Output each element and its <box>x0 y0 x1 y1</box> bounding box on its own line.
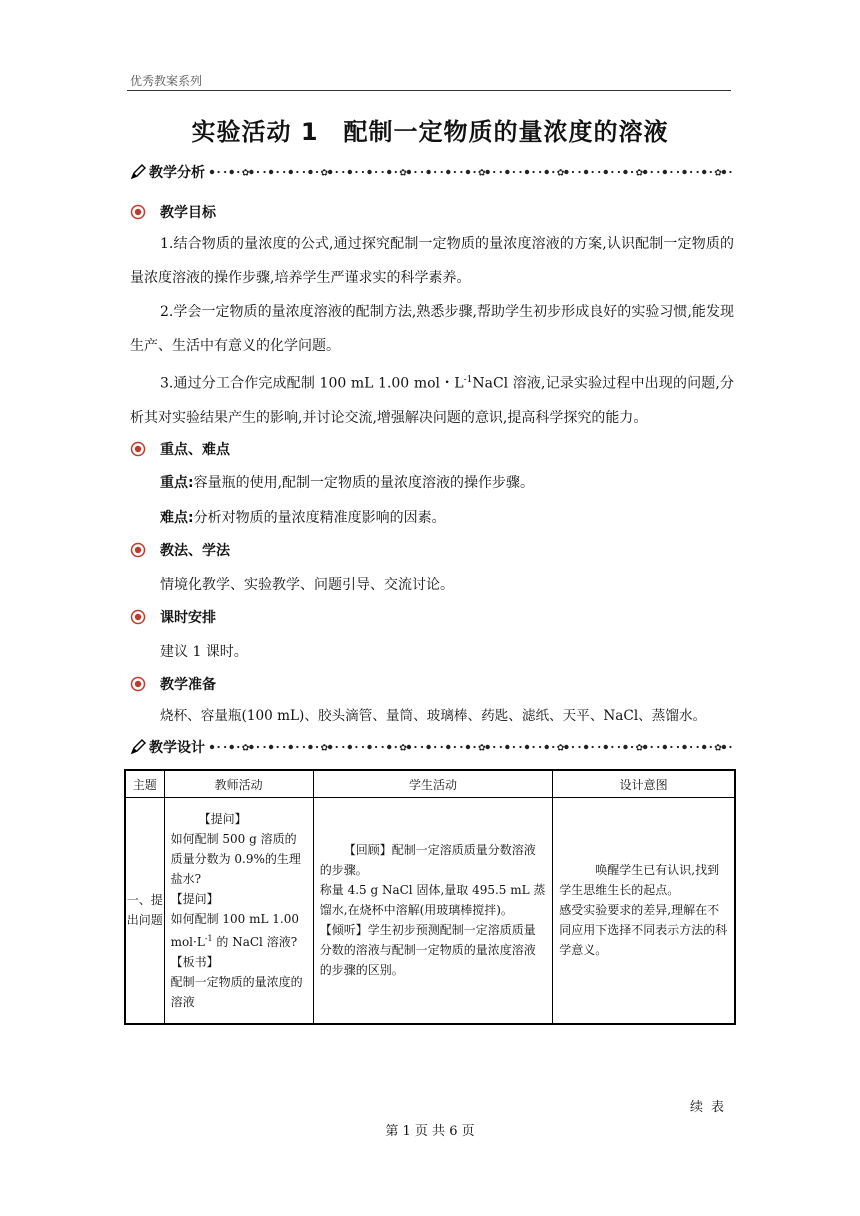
objective-3: 3.通过分工合作完成配制 100 mL 1.00 mol・$L^{-1}NaCl$ 溶液,记录实验过程中出现的问题,分析其对实验结果产生的影响,并讨论交流,增强解决问题的意识,提高科学探究的能力。 <box>130 375 734 426</box>
svg-text:✿: ✿ <box>320 168 329 177</box>
pen-icon <box>130 164 146 180</box>
methods-heading-label: 教法、学法 <box>160 543 230 559</box>
svg-text:✿: ✿ <box>399 168 407 177</box>
svg-text:✿: ✿ <box>478 168 486 177</box>
section-design-label: 教学设计 <box>149 740 205 756</box>
methods-text: 情境化教学、实验教学、问题引导、交流讨论。 <box>160 577 454 593</box>
preparation-text: 烧杯、容量瓶(100 mL)、胶头滴管、量筒、玻璃棒、药匙、滤纸、天平、NaCl、蒸馏水。 <box>160 708 707 724</box>
table-row <box>125 798 735 1024</box>
series-header: 优秀教案系列 <box>130 74 203 88</box>
svg-text:✿: ✿ <box>320 743 329 752</box>
target-bullet-icon <box>130 676 146 692</box>
page-title: 实验活动 1 配制一定物质的量浓度的溶液 <box>191 118 669 146</box>
preparation-heading <box>130 674 216 694</box>
svg-text:✿: ✿ <box>399 743 407 752</box>
teaching-design-table <box>124 769 736 1025</box>
table-header-row <box>125 770 735 798</box>
column-header: 设计意图 <box>553 770 735 798</box>
schedule-heading <box>130 607 216 627</box>
target-bullet-icon <box>130 441 146 457</box>
difficult-point-line: 难点:分析对物质的量浓度精准度影响的因素。 <box>160 510 446 526</box>
objectives-heading-label: 教学目标 <box>160 205 216 221</box>
target-bullet-icon <box>130 204 146 220</box>
keypoints-heading <box>130 439 230 459</box>
keypoints-heading-label: 重点、难点 <box>160 442 230 458</box>
schedule-text: 建议 1 课时。 <box>160 644 248 660</box>
topic-cell: 一、提出问题 <box>125 798 164 1024</box>
student-activity-cell: 【回顾】配制一定溶质质量分数溶液的步骤。 称量 4.5 g NaCl 固体,量取 495.5 mL 蒸馏水,在烧杯中溶解(用玻璃棒搅拌)。 【倾听】学生初步预测配制一定溶质质量分数的溶液与配制一定物质的量浓度溶液的步骤的区别。 <box>313 798 553 1024</box>
dot-divider <box>209 742 734 752</box>
teacher-activity-cell: 【提问】 如何配制 500 g 溶质的质量分数为 0.9%的生理盐水? 【提问】 如何配制 100 mL 1.00 $mol\cdot L^{-1}$ 的 NaCl 溶液? 【板书】 配制一定物质的量浓度的溶液 <box>164 798 313 1024</box>
header-rule <box>127 90 731 91</box>
section-analysis-label: 教学分析 <box>149 165 205 181</box>
methods-heading <box>130 540 230 560</box>
key-point-line: 重点:容量瓶的使用,配制一定物质的量浓度溶液的操作步骤。 <box>160 475 535 491</box>
schedule-heading-label: 课时安排 <box>160 610 216 626</box>
objective-2: 2.学会一定物质的量浓度溶液的配制方法,熟悉步骤,帮助学生初步形成良好的实验习惯,能发现生产、生活中有意义的化学问题。 <box>130 304 734 354</box>
svg-text:✿: ✿ <box>635 168 644 177</box>
target-bullet-icon <box>130 542 146 558</box>
column-header: 学生活动 <box>313 770 553 798</box>
svg-text:✿: ✿ <box>714 168 722 177</box>
svg-text:✿: ✿ <box>478 743 486 752</box>
dot-divider <box>209 167 734 177</box>
svg-text:✿: ✿ <box>241 743 250 752</box>
column-header: 主题 <box>125 770 164 798</box>
svg-text:✿: ✿ <box>635 743 644 752</box>
design-intent-cell: 唤醒学生已有认识,找到学生思维生长的起点。 感受实验要求的差异,理解在不同应用下选择不同表示方法的科学意义。 <box>553 798 735 1024</box>
column-header: 教师活动 <box>164 770 313 798</box>
objective-1: 1.结合物质的量浓度的公式,通过探究配制一定物质的量浓度溶液的方案,认识配制一定物质的量浓度溶液的操作步骤,培养学生严谨求实的科学素养。 <box>130 236 734 286</box>
continued-label: 续表 <box>689 1100 732 1115</box>
svg-text:✿: ✿ <box>241 168 250 177</box>
objectives-heading <box>130 202 216 222</box>
target-bullet-icon <box>130 609 146 625</box>
svg-text:✿: ✿ <box>714 743 722 752</box>
svg-text:✿: ✿ <box>556 168 565 177</box>
page-number: 第 1 页 共 6 页 <box>385 1124 475 1139</box>
svg-text:✿: ✿ <box>556 743 565 752</box>
section-analysis <box>130 162 734 182</box>
section-design <box>130 737 734 757</box>
pen-icon <box>130 739 146 755</box>
preparation-heading-label: 教学准备 <box>160 677 216 693</box>
